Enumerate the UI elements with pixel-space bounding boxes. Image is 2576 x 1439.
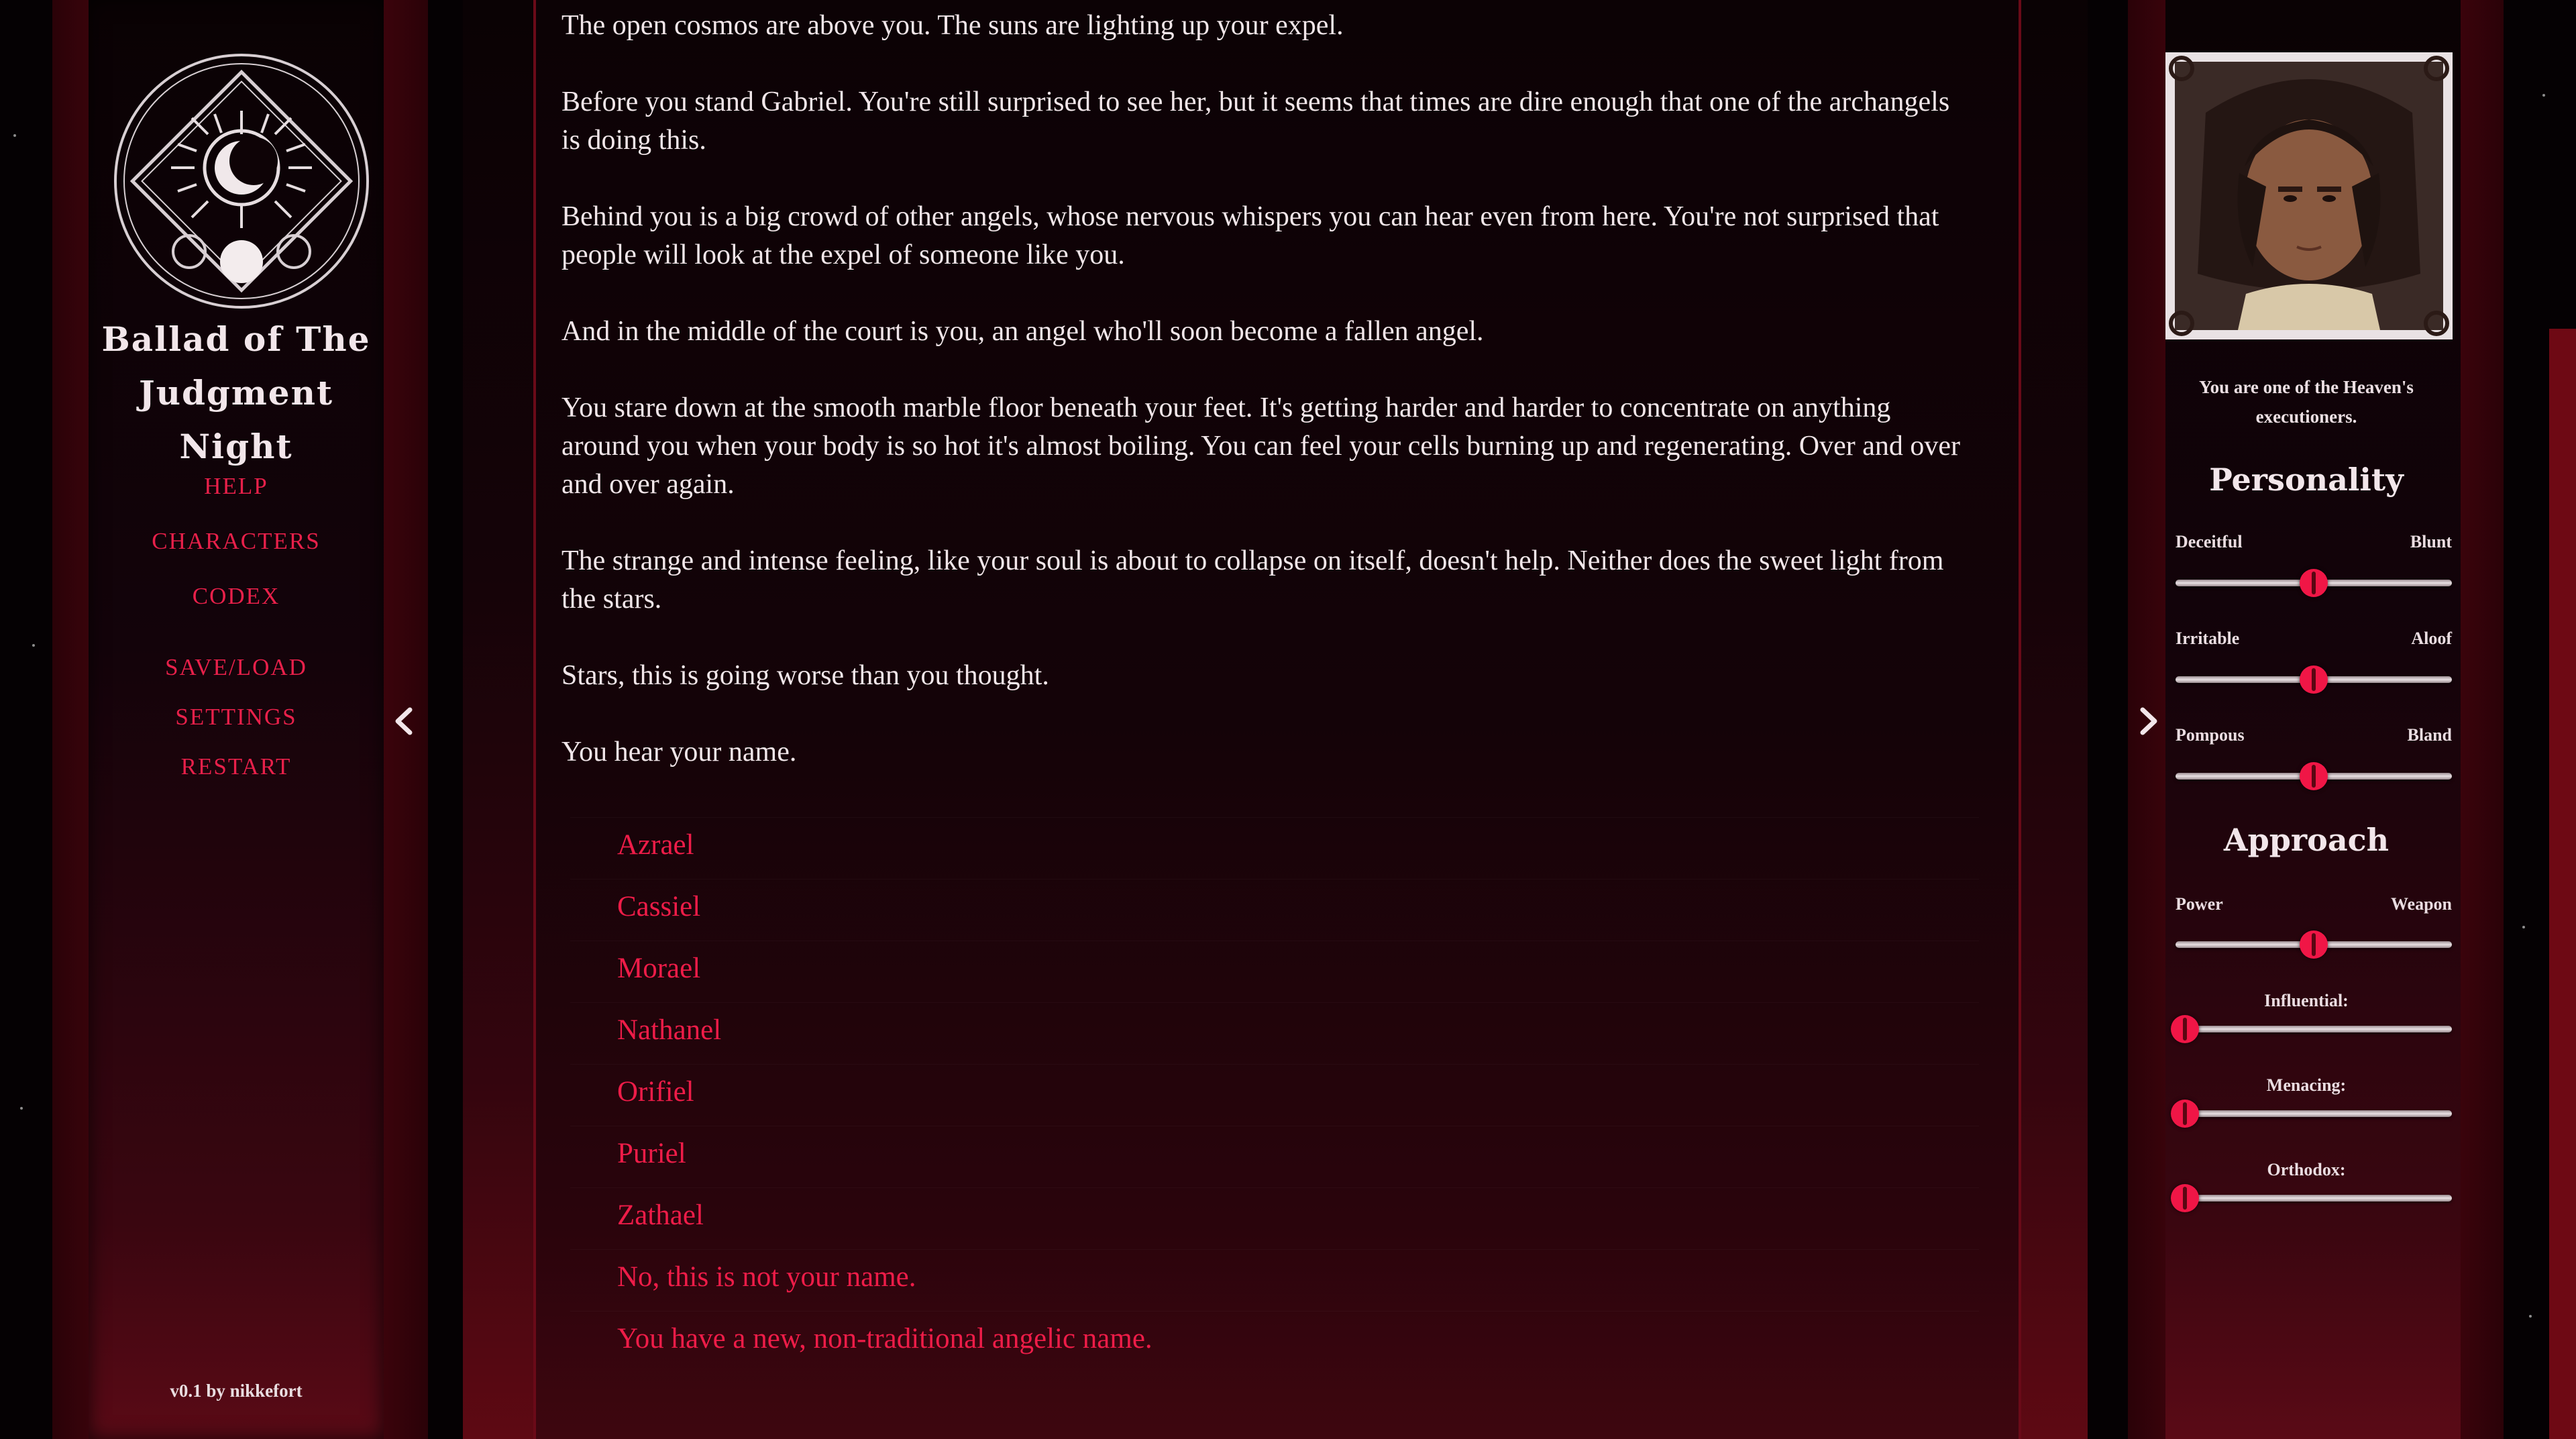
choice-new-name[interactable]: You have a new, non-traditional angelic name. <box>570 1311 1979 1373</box>
system-menu <box>89 643 384 792</box>
chevron-left-icon[interactable] <box>392 706 415 737</box>
game-title-line1: Ballad of The <box>101 319 371 359</box>
story-paragraph: Before you stand Gabriel. You're still surprised to see her, but it seems that times are dire enough that one of the archangels is doing this. <box>561 87 1950 156</box>
edge-strip <box>2549 329 2576 1439</box>
choice-morael[interactable]: Morael <box>570 941 1979 1002</box>
story-paragraph: You stare down at the smooth marble floor beneath your feet. It's getting harder and harder to concentrate on anything around you when your body is so hot it's almost boiling. You can feel your cells burning up and regenerating. Over and over and over again. <box>561 392 1961 500</box>
slider-thumb[interactable] <box>2300 762 2328 790</box>
stat-menacing-label: Menacing: <box>2266 1075 2347 1095</box>
choice-azrael[interactable]: Azrael <box>570 817 1979 879</box>
stat-marker <box>2171 1184 2199 1212</box>
story-paragraph: The open cosmos are above you. The suns are lighting up your expel. <box>561 10 1344 41</box>
game-title-line2: Judgment Night <box>138 373 334 466</box>
choice-cassiel[interactable]: Cassiel <box>570 879 1979 941</box>
star-speck <box>32 644 35 647</box>
slider-right-label: Bland <box>2407 725 2452 745</box>
stat-marker <box>2171 1100 2199 1128</box>
star-speck <box>2522 926 2525 928</box>
slider-thumb[interactable] <box>2300 665 2328 694</box>
star-speck <box>20 1107 23 1110</box>
main-menu <box>89 459 384 624</box>
star-speck <box>13 134 16 137</box>
menu-help[interactable]: HELP <box>204 473 268 499</box>
slider-right-label: Blunt <box>2410 532 2452 551</box>
stat-influential-bar <box>2176 1026 2452 1032</box>
choice-zathael[interactable]: Zathael <box>570 1187 1979 1249</box>
story-paragraph: Behind you is a big crowd of other angels, whose nervous whispers you can hear even from here. You're not surprised that people will look at the expel of someone like you. <box>561 201 1939 270</box>
choice-nathanel[interactable]: Nathanel <box>570 1002 1979 1064</box>
story-paragraph: You hear your name. <box>561 737 797 767</box>
story-paragraph: Stars, this is going worse than you thought. <box>561 660 1049 691</box>
version-label: v0.1 by nikkefort <box>170 1381 303 1401</box>
character-portrait <box>2165 52 2453 339</box>
character-role: You are one of the Heaven's executioners. <box>2199 377 2414 427</box>
moon-sun-emblem-icon <box>107 47 376 315</box>
star-speck <box>2542 94 2545 97</box>
slider-power-weapon-labels <box>2176 894 2452 914</box>
slider-deceitful-blunt-labels <box>2176 532 2452 552</box>
slider-irritable-aloof[interactable] <box>2176 676 2452 683</box>
story-paragraph: The strange and intense feeling, like your soul is about to collapse on itself, doesn't help. Neither does the sweet light from the stars. <box>561 545 1944 615</box>
choice-list <box>570 817 1979 1373</box>
choice-not-your-name[interactable]: No, this is not your name. <box>570 1249 1979 1311</box>
stat-orthodox-label: Orthodox: <box>2267 1160 2346 1179</box>
choice-puriel[interactable]: Puriel <box>570 1126 1979 1187</box>
slider-thumb[interactable] <box>2300 930 2328 959</box>
stat-orthodox-bar <box>2176 1195 2452 1202</box>
slider-left-label: Power <box>2176 894 2223 914</box>
slider-left-label: Pompous <box>2176 725 2245 745</box>
stat-marker <box>2171 1015 2199 1043</box>
slider-right-label: Weapon <box>2390 894 2452 914</box>
approach-heading: Approach <box>2223 822 2390 858</box>
slider-pompous-bland[interactable] <box>2176 773 2452 780</box>
game-title <box>89 313 384 474</box>
star-speck <box>2529 1315 2532 1318</box>
menu-codex[interactable]: CODEX <box>192 583 280 609</box>
menu-save-load[interactable]: SAVE/LOAD <box>165 654 307 680</box>
slider-left-label: Irritable <box>2176 629 2240 648</box>
slider-left-label: Deceitful <box>2176 532 2243 551</box>
personality-heading: Personality <box>2209 462 2404 498</box>
menu-settings[interactable]: SETTINGS <box>175 704 297 730</box>
slider-pompous-bland-labels <box>2176 725 2452 745</box>
menu-characters[interactable]: CHARACTERS <box>152 528 321 554</box>
menu-restart[interactable]: RESTART <box>180 753 292 780</box>
stat-influential-label: Influential: <box>2264 991 2349 1010</box>
slider-power-weapon[interactable] <box>2176 941 2452 948</box>
slider-right-label: Aloof <box>2411 629 2452 648</box>
stat-menacing-bar <box>2176 1110 2452 1117</box>
slider-irritable-aloof-labels <box>2176 629 2452 649</box>
story-paragraph: And in the middle of the court is you, an angel who'll soon become a fallen angel. <box>561 316 1484 347</box>
chevron-right-icon[interactable] <box>2137 706 2160 737</box>
slider-deceitful-blunt[interactable] <box>2176 580 2452 586</box>
choice-orifiel[interactable]: Orifiel <box>570 1064 1979 1126</box>
slider-thumb[interactable] <box>2300 569 2328 597</box>
